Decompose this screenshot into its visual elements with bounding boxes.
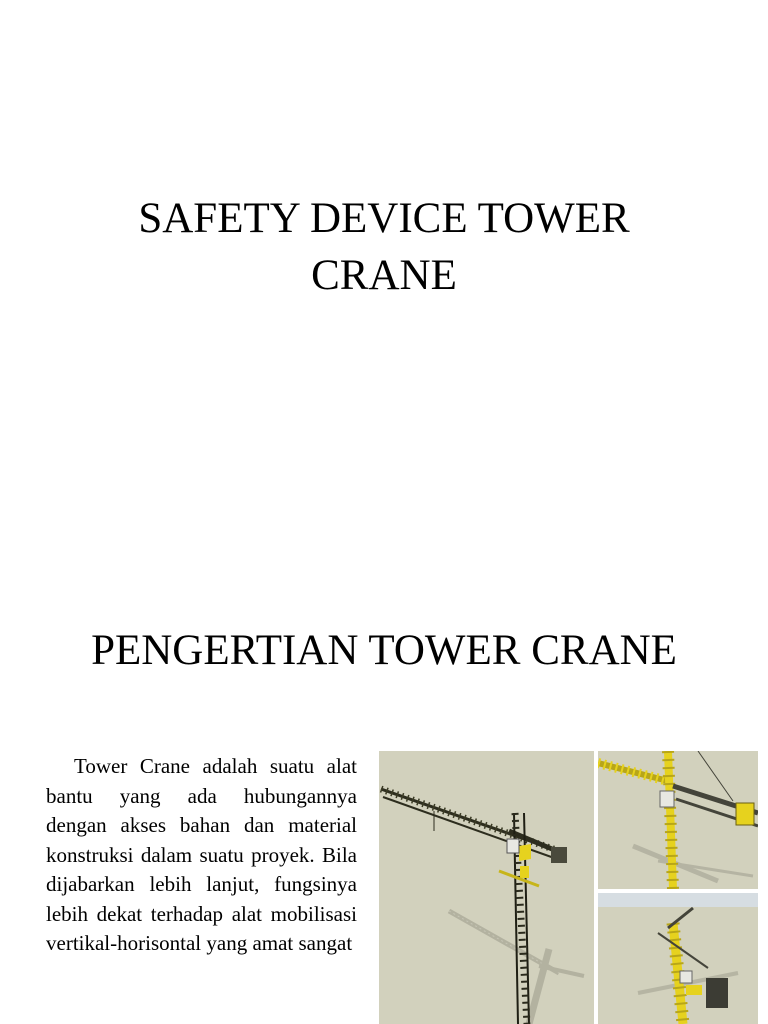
section-title: PENGERTIAN TOWER CRANE xyxy=(91,627,677,674)
definition-paragraph: Tower Crane adalah suatu alat bantu yang ada hubungannya dengan akses bahan dan material konstruksi dalam suatu proyek. Bila dijabarkan lebih lanjut, fungsinya lebih dekat terhadap alat mobilisasi vertikal-horisontal yang amat sangat xyxy=(46,754,357,955)
tower-crane-image xyxy=(379,751,594,1024)
slide-title-line-1: SAFETY DEVICE TOWER xyxy=(138,195,630,242)
crane-jib-closeup-image xyxy=(598,751,758,889)
slide-title-line-2: CRANE xyxy=(311,252,457,299)
crane-mast-image xyxy=(598,893,758,1024)
slide-title xyxy=(40,190,728,304)
